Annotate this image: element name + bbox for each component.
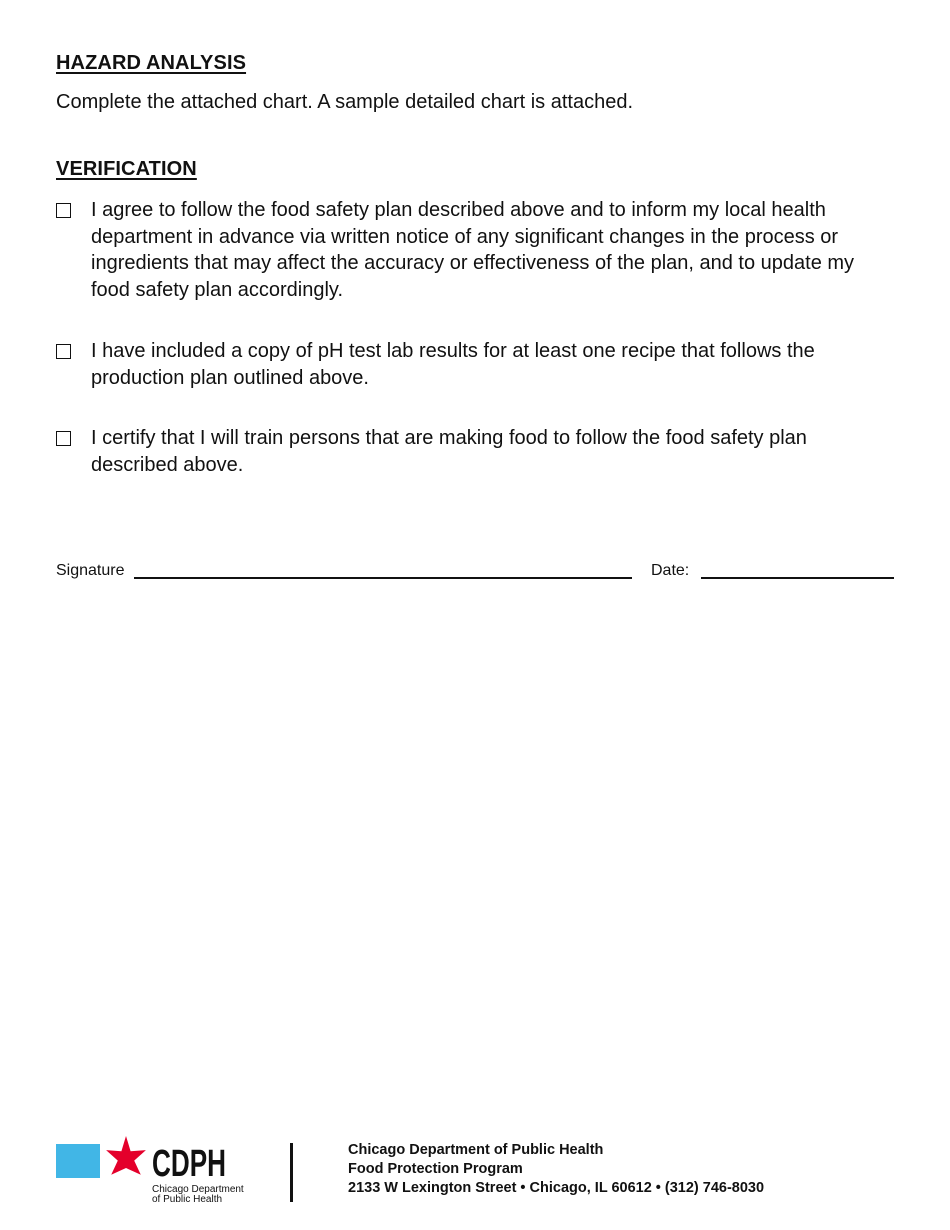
- logo-blue-block: [56, 1144, 100, 1178]
- footer-contact: [348, 1141, 764, 1198]
- verification-item-text: I certify that I will train persons that are making food to follow the food safety plan described above.: [91, 427, 807, 476]
- signature-line[interactable]: [134, 577, 632, 579]
- verification-heading: VERIFICATION: [56, 158, 197, 180]
- date-line[interactable]: [701, 577, 894, 579]
- star-icon: [106, 1136, 146, 1175]
- hazard-analysis-text: Complete the attached chart. A sample detailed chart is attached.: [56, 91, 634, 113]
- footer-divider: [290, 1143, 293, 1202]
- logo-caption-line2: of Public Health: [152, 1194, 223, 1205]
- checkbox-ph-results[interactable]: [56, 344, 71, 359]
- verification-item-agree: [56, 197, 898, 303]
- hazard-analysis-heading: HAZARD ANALYSIS: [56, 52, 247, 74]
- logo-wordmark: CDPH: [152, 1143, 226, 1185]
- date-label: Date:: [651, 562, 690, 579]
- verification-item-text: I have included a copy of pH test lab results for at least one recipe that follows the production plan outlined above.: [91, 340, 815, 389]
- cdph-logo-graphic: [56, 1134, 256, 1206]
- verification-item-ph-results: [56, 338, 898, 391]
- logo-caption-line1: Chicago Department: [152, 1184, 244, 1195]
- verification-item-train: [56, 425, 898, 478]
- verification-item-text: I agree to follow the food safety plan described above and to inform my local health department in advance via written notice of any significant changes in the process or ingredients that may affect the accuracy or effectiveness of the plan, and to update my food safety plan accordingly.: [91, 199, 855, 301]
- footer-program: Food Protection Program: [348, 1161, 523, 1177]
- checkbox-agree[interactable]: [56, 203, 71, 218]
- cdph-logo: [56, 1134, 256, 1211]
- footer-address: 2133 W Lexington Street • Chicago, IL 60612 • (312) 746-8030: [348, 1180, 765, 1196]
- signature-label: Signature: [56, 562, 125, 579]
- checkbox-train[interactable]: [56, 431, 71, 446]
- footer-org-name: Chicago Department of Public Health: [348, 1142, 604, 1158]
